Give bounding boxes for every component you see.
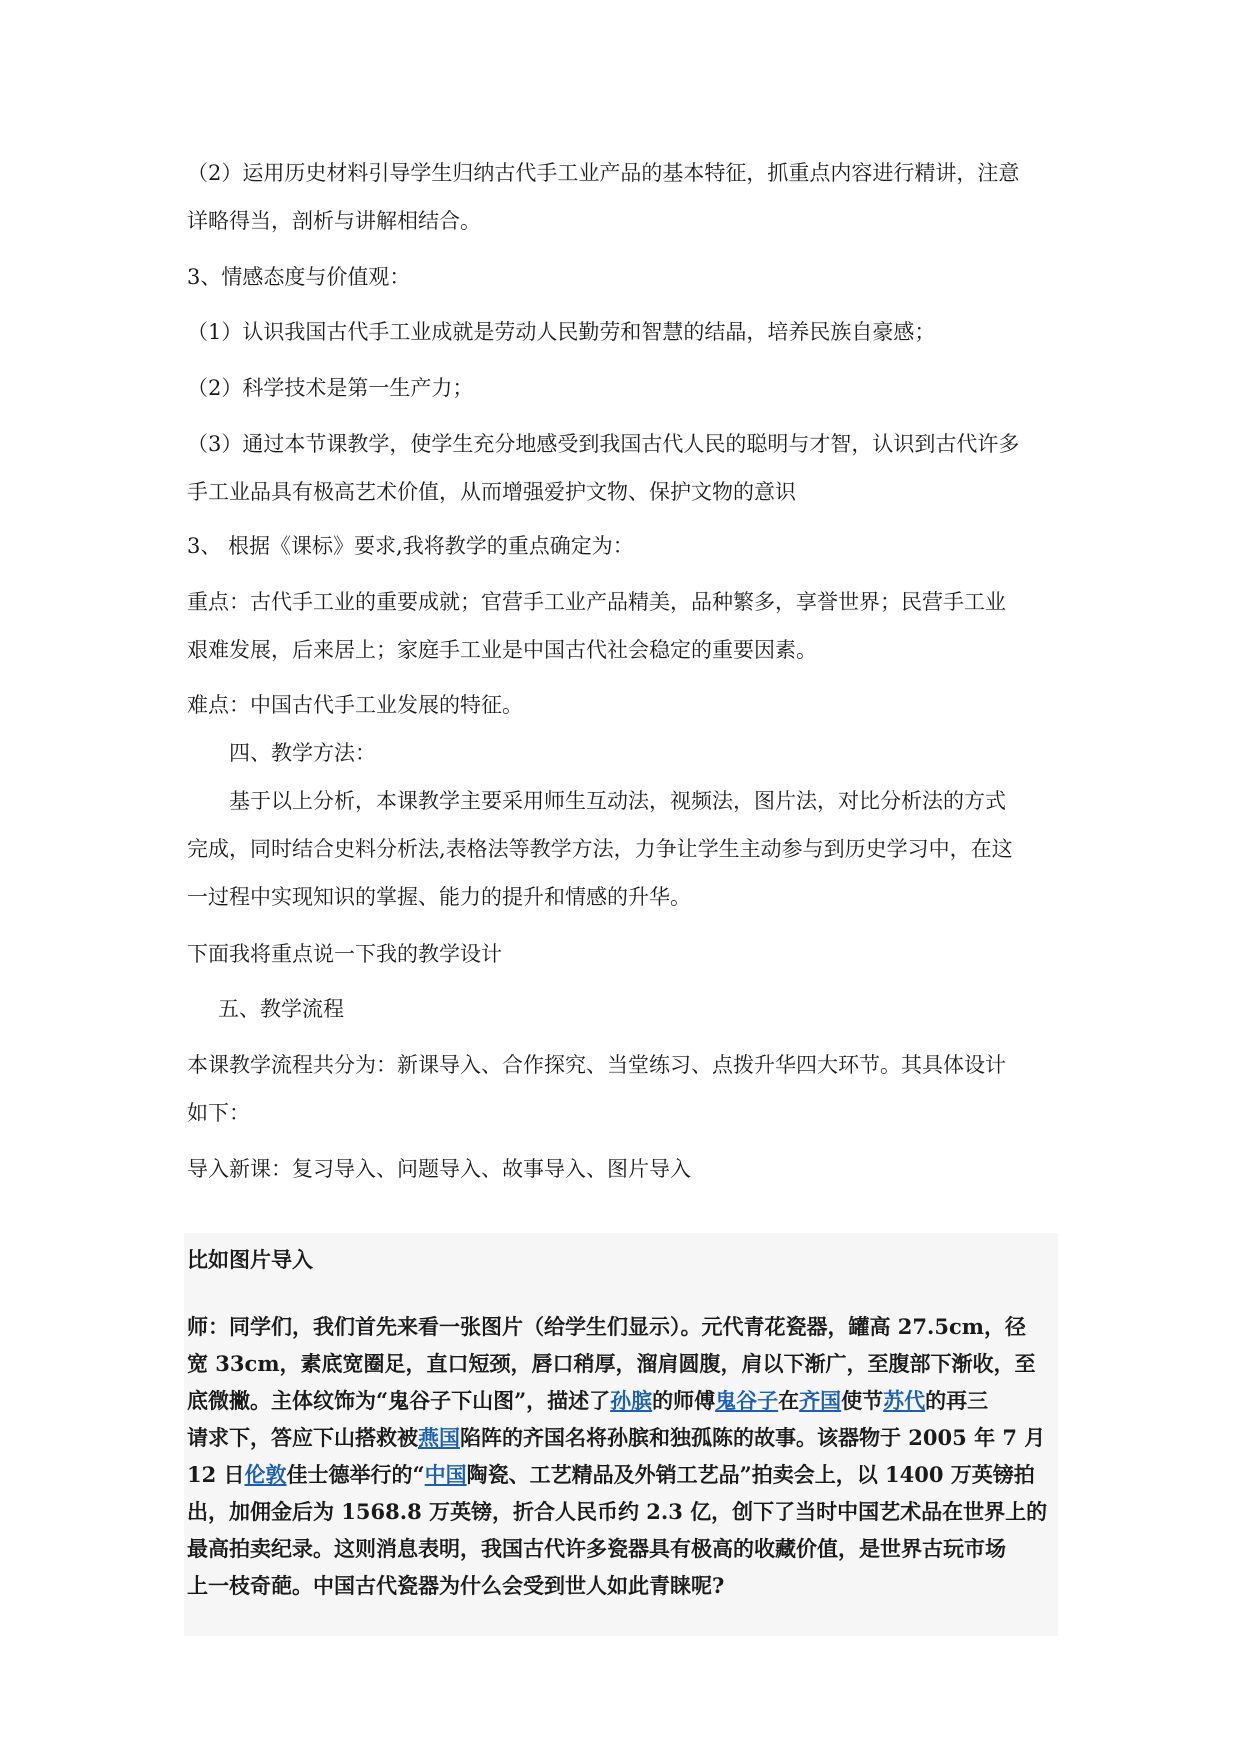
text-line: 手工业品具有极高艺术价值，从而增强爱护文物、保护文物的意识 xyxy=(187,480,796,504)
section-heading: 3、情感态度与价值观： xyxy=(187,265,411,289)
quote-line xyxy=(187,1460,1057,1490)
quote-line: 宽 33cm，素底宽圈足，直口短颈，唇口稍厚，溜肩圆腹，肩以下渐广，至腹部下渐收，至 xyxy=(187,1351,1036,1376)
text-line: （1）认识我国古代手工业成就是劳动人民勤劳和智慧的结晶，培养民族自豪感； xyxy=(187,320,936,344)
quote-text: 12 日 xyxy=(187,1462,245,1487)
quote-text: 底微撇。主体纹饰为“鬼谷子下山图”，描述了 xyxy=(187,1388,611,1413)
text-line: （2）运用历史材料引导学生归纳古代手工业产品的基本特征，抓重点内容进行精讲，注意 xyxy=(187,161,1020,185)
text-line: 一过程中实现知识的掌握、能力的提升和情感的升华。 xyxy=(187,885,691,909)
text-line: 详略得当，剖析与讲解相结合。 xyxy=(187,209,481,233)
text-line: 难点：中国古代手工业发展的特征。 xyxy=(187,693,523,717)
link-qi-guo[interactable]: 齐国 xyxy=(799,1388,842,1413)
section-heading: 四、教学方法： xyxy=(229,741,376,765)
quote-text: 请求下，答应下山搭救被 xyxy=(187,1425,418,1450)
quote-text: 陶瓷、工艺精品及外销工艺品”拍卖会上，以 1400 万英镑拍 xyxy=(466,1462,1035,1487)
link-su-dai[interactable]: 苏代 xyxy=(883,1388,926,1413)
quote-title: 比如图片导入 xyxy=(187,1247,313,1272)
quote-text: 佳士德举行的“ xyxy=(286,1462,425,1487)
text-line: 完成，同时结合史料分析法,表格法等教学方法，力争让学生主动参与到历史学习中，在这 xyxy=(187,837,1013,861)
quote-text: 在 xyxy=(778,1388,800,1413)
section-heading: 五、教学流程 xyxy=(218,997,344,1021)
quote-text: 的再三 xyxy=(925,1388,989,1413)
quote-line: 师：同学们，我们首先来看一张图片（给学生们显示）。元代青花瓷器，罐高 27.5cm，径 xyxy=(187,1314,1026,1339)
quote-text: 陷阵的齐国名将孙膑和独孤陈的故事。该器物于 2005 年 7 月 xyxy=(460,1425,1046,1450)
quote-line: 上一枝奇葩。中国古代瓷器为什么会受到世人如此青睐呢? xyxy=(187,1573,725,1598)
quote-line: 出，加佣金后为 1568.8 万英镑，折合人民币约 2.3 亿，创下了当时中国艺术品在世界上的 xyxy=(187,1499,1048,1524)
text-line: （3）通过本节课教学，使学生充分地感受到我国古代人民的聪明与才智，认识到古代许多 xyxy=(187,432,1020,456)
text-line: （2）科学技术是第一生产力； xyxy=(187,376,474,400)
text-line: 基于以上分析，本课教学主要采用师生互动法，视频法，图片法，对比分析法的方式 xyxy=(229,789,1006,813)
text-line: 如下： xyxy=(187,1101,250,1125)
text-line: 重点：古代手工业的重要成就；官营手工业产品精美，品种繁多，享誉世界；民营手工业 xyxy=(187,590,1006,614)
quote-line: 最高拍卖纪录。这则消息表明，我国古代许多瓷器具有极高的收藏价值，是世界古玩市场 xyxy=(187,1536,1006,1561)
quote-line xyxy=(187,1386,1057,1416)
section-heading: 3、 根据《课标》要求,我将教学的重点确定为： xyxy=(187,534,634,558)
quote-text: 的师傅 xyxy=(652,1388,716,1413)
link-yan-guo[interactable]: 燕国 xyxy=(418,1425,460,1450)
quote-text: 使节 xyxy=(841,1388,884,1413)
text-line: 本课教学流程共分为：新课导入、合作探究、当堂练习、点拨升华四大环节。其具体设计 xyxy=(187,1053,1006,1077)
link-london[interactable]: 伦敦 xyxy=(244,1462,287,1487)
link-gui-gu-zi[interactable]: 鬼谷子 xyxy=(715,1388,779,1413)
link-sun-bin[interactable]: 孙膑 xyxy=(610,1388,653,1413)
text-line: 下面我将重点说一下我的教学设计 xyxy=(187,942,502,966)
quote-line xyxy=(187,1423,1057,1453)
text-line: 导入新课：复习导入、问题导入、故事导入、图片导入 xyxy=(187,1157,691,1181)
text-line: 艰难发展，后来居上；家庭手工业是中国古代社会稳定的重要因素。 xyxy=(187,638,817,662)
link-china[interactable]: 中国 xyxy=(424,1462,467,1487)
